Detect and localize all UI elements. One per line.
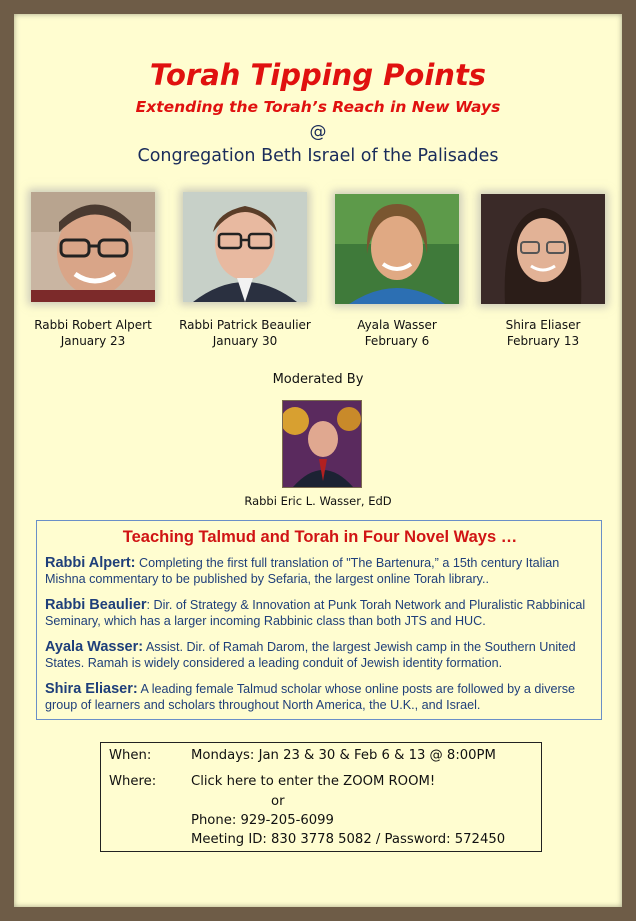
detail-name: Rabbi Beaulier — [45, 597, 147, 613]
zoom-room-link[interactable]: Click here to enter the ZOOM ROOM! — [191, 774, 436, 789]
meeting-id: Meeting ID: 830 3778 5082 / Password: 572450 — [191, 832, 506, 847]
event-info-box — [100, 742, 542, 852]
venue-name: Congregation Beth Israel of the Palisades — [137, 146, 499, 166]
flyer-title: Torah Tipping Points — [149, 58, 487, 92]
speaker-date: January 30 — [212, 334, 278, 348]
when-label: When: — [109, 748, 152, 763]
detail-name: Ayala Wasser: — [45, 639, 144, 655]
details-title: Teaching Talmud and Torah in Four Novel Ways … — [122, 528, 518, 546]
speaker-name: Rabbi Patrick Beaulier — [179, 318, 311, 332]
where-label: Where: — [109, 774, 157, 789]
detail-text: : Dir. of Strategy & Innovation at Punk Torah Network and Pluralistic Rabbinical Seminary, which has a larger incoming Rabbinic class than both JTS and HUC. — [45, 598, 586, 628]
speaker-date: February 13 — [506, 334, 580, 348]
detail-text: Completing the first full translation of "The Bartenura,” a 15th century Italian Mishna commentary to be published by Sefaria, the largest online Torah library.. — [45, 556, 560, 586]
at-symbol: @ — [309, 122, 327, 142]
detail-entry-beaulier — [45, 597, 597, 629]
speaker-name: Rabbi Robert Alpert — [34, 318, 152, 332]
when-value: Mondays: Jan 23 & 30 & Feb 6 & 13 @ 8:00PM — [191, 748, 496, 763]
moderator-name: Rabbi Eric L. Wasser, EdD — [244, 494, 392, 508]
speaker-photo-eliaser — [481, 194, 605, 304]
speaker-photo-wasser — [335, 194, 459, 304]
speaker-name: Ayala Wasser — [357, 318, 437, 332]
details-box — [36, 520, 602, 720]
speaker-photo-alpert — [31, 192, 155, 302]
moderator-photo — [282, 400, 362, 488]
speaker-name: Shira Eliaser — [505, 318, 581, 332]
detail-text: A leading female Talmud scholar whose online posts are followed by a diverse group of learners and scholars throughout North America, the U.K., and Israel. — [45, 682, 575, 712]
or-text: or — [271, 794, 285, 809]
detail-entry-eliaser — [45, 681, 597, 713]
phone-number: Phone: 929-205-6099 — [191, 813, 334, 828]
detail-entry-wasser — [45, 639, 597, 671]
detail-entry-alpert — [45, 555, 597, 587]
moderated-by-label: Moderated By — [272, 372, 364, 387]
speaker-date: January 23 — [60, 334, 126, 348]
speaker-date: February 6 — [364, 334, 430, 348]
detail-text: Assist. Dir. of Ramah Darom, the largest Jewish camp in the Southern United States. Ramah is widely considered a leading conduit of Jewish identity formation. — [45, 640, 576, 670]
flyer-subtitle: Extending the Torah’s Reach in New Ways — [135, 98, 501, 116]
flyer — [14, 14, 622, 907]
detail-name: Rabbi Alpert: — [45, 555, 136, 571]
speaker-photo-beaulier — [183, 192, 307, 302]
detail-name: Shira Eliaser: — [45, 681, 138, 697]
